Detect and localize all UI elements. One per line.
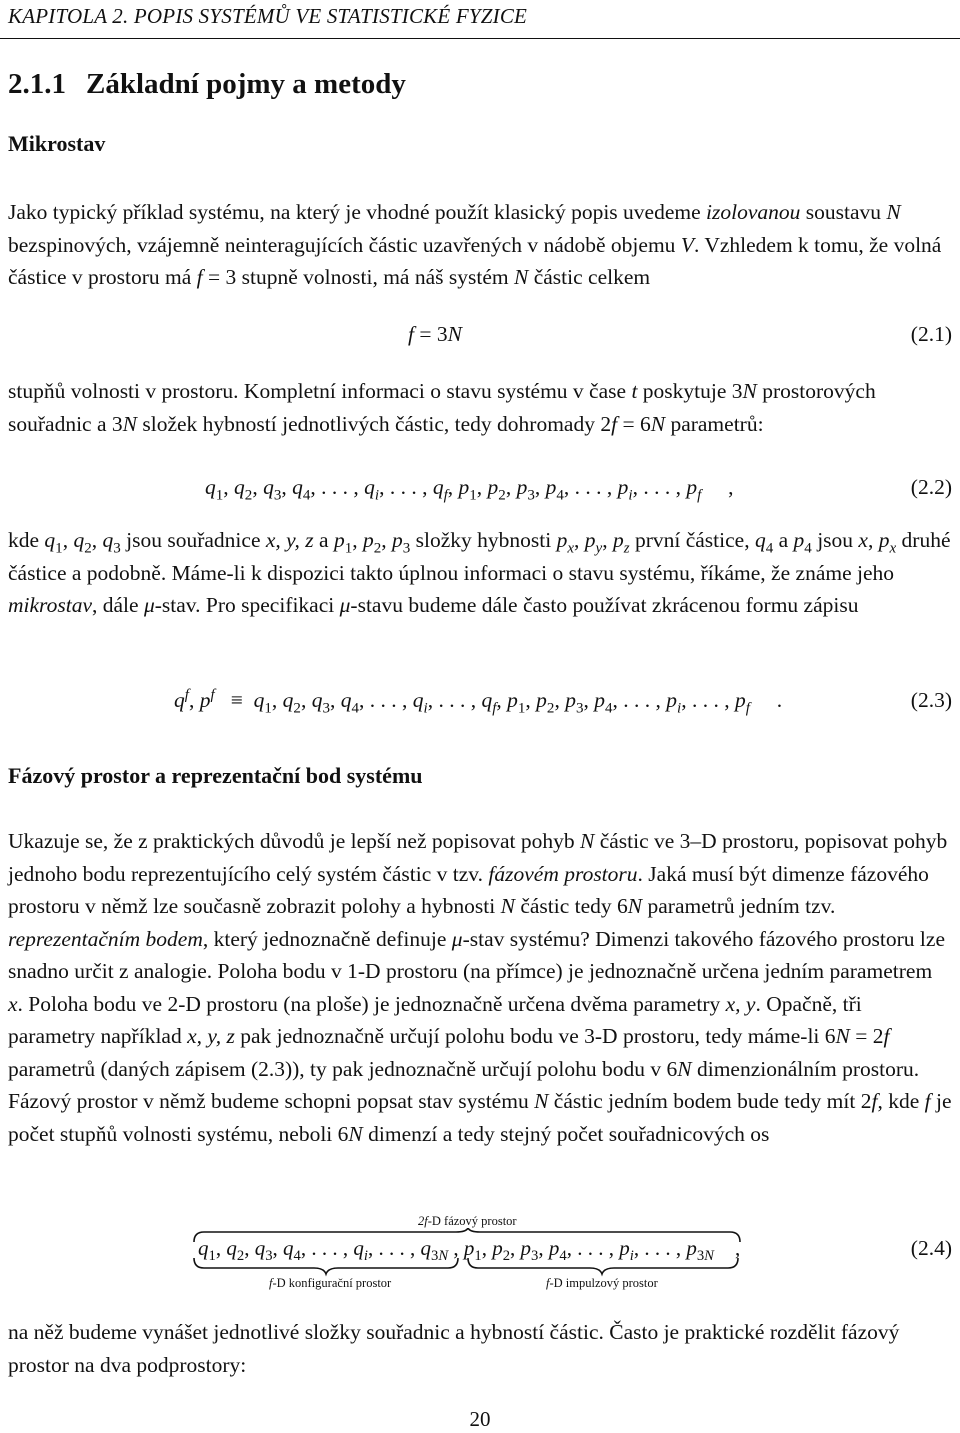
equation-number: (2.4) [910,1236,952,1260]
section-heading [8,68,952,101]
paragraph-2: stupňů volnosti v prostoru. Kompletní informaci o stavu systému v čase t poskytuje 3N prostorových souřadnic a 3N složek hybností jednotlivých částic, tedy dohromady 2f = 6N parametrů: [8,379,876,436]
emphasis-mikrostav: mikrostav [8,593,92,617]
paragraph-1: Jako typický příklad systému, na který je vhodné použít klasický popis uvedeme izolovanou soustavu N bezspinových, vzájemně neinteragujících částic uzavřených v nádobě objemu V. Vzhledem k tomu, že volná částice v prostoru má f = 3 stupně volnosti, má náš systém N částic celkem [8,200,942,289]
emphasis-reprezentacnim-bodem: reprezentačním bodem [8,926,203,951]
equation-number: (2.1) [910,322,952,346]
paragraph-4: Ukazuje se, že z praktických důvodů je lepší než popisovat pohyb N částic ve 3–D prostoru, popisovat pohyb jednoho bodu reprezentujícího celý systém částic v tzv. fázovém prostoru. Jaká musí být dimenze fázového prostoru v němž lze současně zobrazit polohy a hybnosti N částic tedy 6N parametrů jedním tzv. reprezentačním bodem, který jednoznačně definuje μ-stav systému? Dimenzi takového fázového prostoru lze snadno určit z analogie. Poloha bodu v 1-D prostoru (na přímce) je jednoznačně určena jedním parametrem x. Poloha bodu ve 2-D prostoru (na ploše) je jednoznačně určena dvěma parametry x, y. Opačně, tři parametry například x, y, z pak jednoznačně určují polohu bodu ve 3-D prostoru, tedy máme-li 6N = 2f parametrů (daných zápisem (2.3)), ty pak jednoznačně určují polohu bodu v 6N dimenzionálním prostoru. Fázový prostor v němž budeme schopni popsat stav systému N částic jedním bodem bude tedy mít 2f, kde f je počet stupňů volnosti systému, neboli 6N dimenzí a tedy stejný počet souřadnicových os [8,829,952,1146]
emphasis-fazovem-prostoru: fázovém prostoru [488,861,638,886]
section-title: Základní pojmy a metody [86,68,406,100]
equation-2-4-body: $q_1$, $q_2$, $q_3$, $q_4$, . . . , $q_i$, . . . , $q_{3N}$ , $p_1$, $p_2$, $p_3$, $p_4$, . . . , $p_i$, . . . , $p_{3N}$ , [198,1236,741,1265]
equation-2-1 [8,318,952,350]
equation-2-2-body: $q_1$, $q_2$, $q_3$, $q_4$, . . . , $q_i$, . . . , $q_f$, $p_1$, $p_2$, $p_3$, $p_4$, . . . , $p_i$, . . . , $p_f$ , [205,475,734,504]
equation-number: (2.3) [910,688,952,712]
equation-2-3 [8,684,952,716]
subsection-heading-fazovy-prostor: Fázový prostor a reprezentační bod systému [8,763,423,788]
equation-2-1-body: f = 3N [408,322,462,346]
subsection-heading-mikrostav: Mikrostav [8,131,106,156]
label-momentum-space: f-D impulzový prostor [546,1276,658,1290]
equation-2-2 [8,471,952,503]
equation-2-4 [8,1232,952,1264]
equation-2-3-body: $q^f$, $p^f \equiv q_1$, $q_2$, $q_3$, $q_4$, . . . , $q_i$, . . . , $q_f$, $p_1$, $p_2$, $p_3$, $p_4$, . . . , $p_i$, . . . , $p_f$ . [174,686,783,717]
emphasis-izolovanou: izolovanou [706,200,801,224]
header-rule [0,38,960,39]
equation-number: (2.2) [910,475,952,499]
paragraph-5: na něž budeme vynášet jednotlivé složky souřadnic a hybností částic. Často je praktické rozdělit fázový prostor na dva podprostory: [8,1320,900,1377]
paragraph-3: kde $q_1$, $q_2$, $q_3$ jsou souřadnice x, y, z a $p_1$, $p_2$, $p_3$ složky hybnosti $p_x$, $p_y$, $p_z$ první částice, $q_4$ a $p_4$ jsou x, $p_x$ druhé částice a podobně. Máme-li k dispozici takto úplnou informaci o stavu systému, říkáme, že známe jeho mikrostav, dále μ-stav. Pro specifikaci μ-stavu budeme dále často používat zkrácenou formu zápisu [8,528,951,617]
label-phase-space: 2f-D fázový prostor [418,1214,517,1228]
label-configuration-space: f-D konfigurační prostor [269,1276,392,1290]
page-number: 20 [469,1407,491,1431]
section-number: 2.1.1 [8,68,66,100]
running-header: KAPITOLA 2. POPIS SYSTÉMŮ VE STATISTICKÉ FYZICE [8,4,528,28]
